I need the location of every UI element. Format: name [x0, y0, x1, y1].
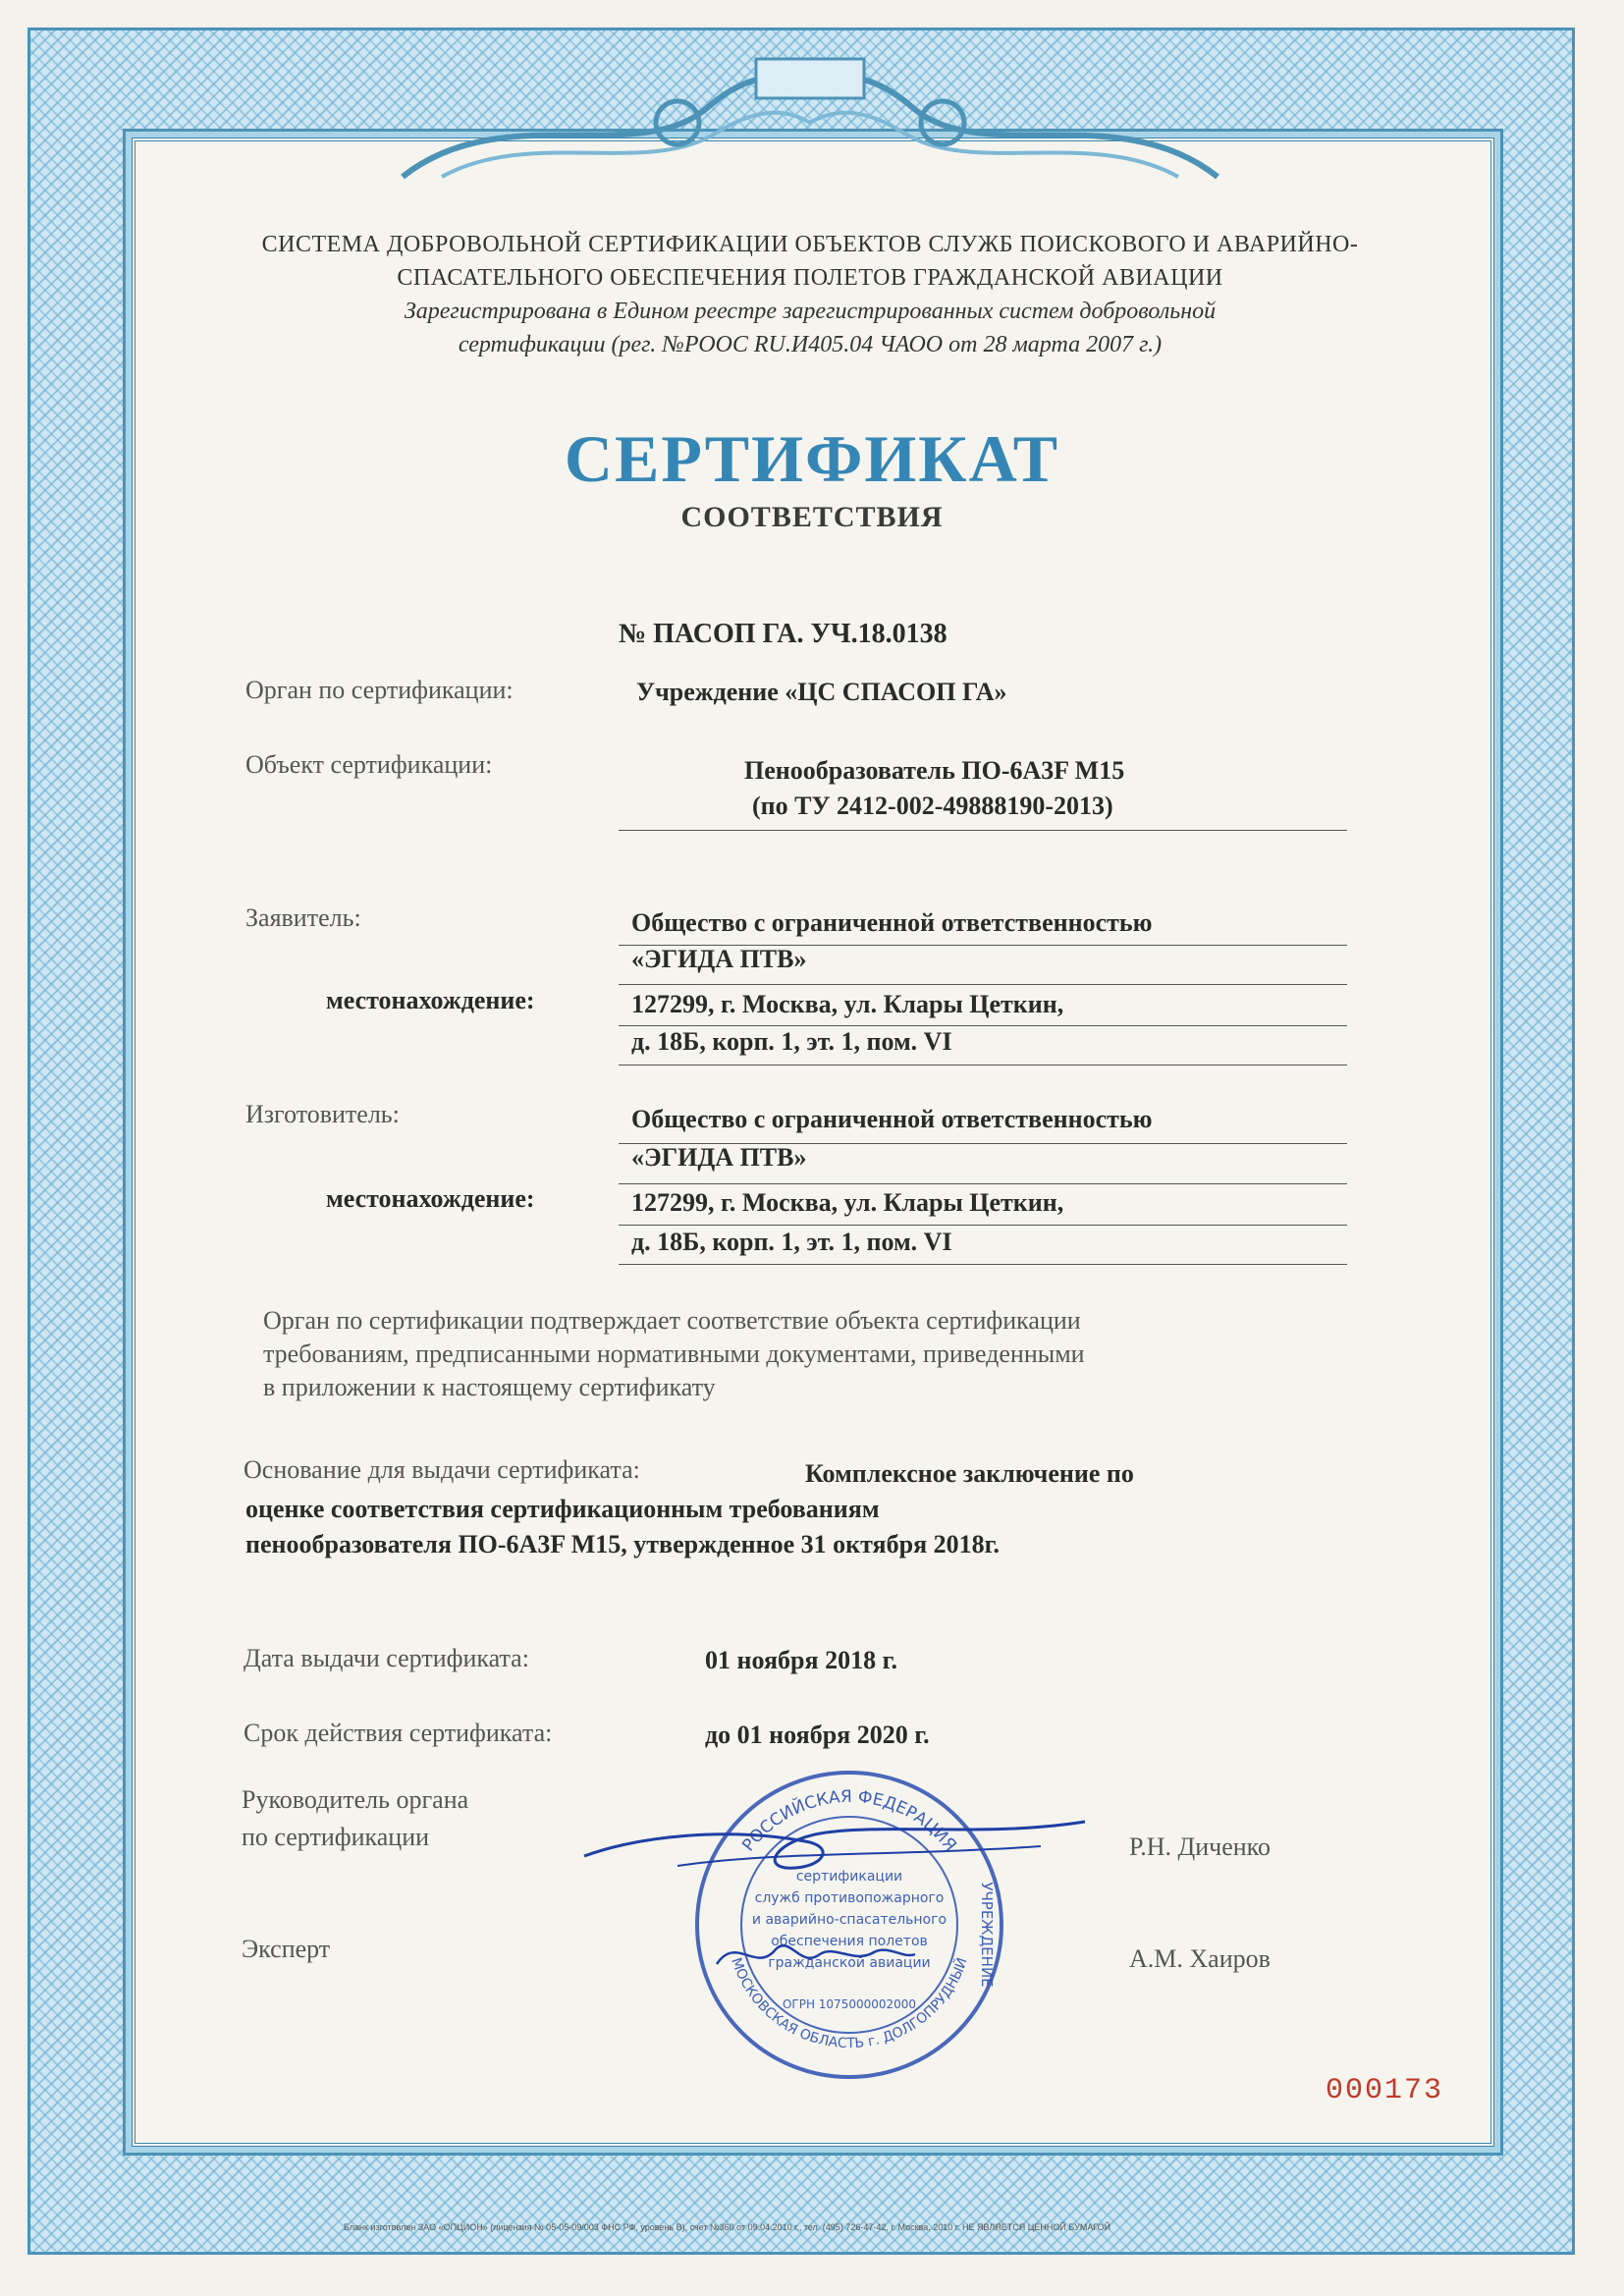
- system-header: [196, 228, 1424, 361]
- header-line-1: СИСТЕМА ДОБРОВОЛЬНОЙ СЕРТИФИКАЦИИ ОБЪЕКТОВ СЛУЖБ ПОИСКОВОГО И АВАРИЙНО-: [261, 232, 1359, 257]
- manufacturer-label: Изготовитель:: [245, 1100, 400, 1128]
- top-ornament: [383, 39, 1237, 187]
- cert-body-value: Учреждение «ЦС СПАСОП ГА»: [636, 678, 1007, 706]
- applicant-name-1: Общество с ограниченной ответственностью: [631, 908, 1153, 937]
- stamp-ring-right: УЧРЕЖДЕНИЕ: [978, 1882, 996, 1988]
- manufacturer-address-2: д. 18Б, корп. 1, эт. 1, пом. VI: [631, 1228, 952, 1256]
- cert-body-label: Орган по сертификации:: [245, 676, 514, 704]
- applicant-name-2: «ЭГИДА ПТВ»: [631, 945, 807, 973]
- header-line-3: Зарегистрирована в Едином реестре зарегистрированных систем добровольной: [404, 299, 1217, 324]
- expert-signature: [707, 1925, 923, 1984]
- confirmation-text: [263, 1304, 1085, 1404]
- confirmation-line-1: Орган по сертификации подтверждает соответствие объекта сертификации: [263, 1306, 1081, 1335]
- valid-until-label: Срок действия сертификата:: [244, 1719, 553, 1747]
- object-line-2: (по ТУ 2412-002-49888190-2013): [752, 792, 1113, 820]
- underline: [619, 1183, 1347, 1184]
- underline: [619, 984, 1347, 985]
- manufacturer-location-label: местонахождение:: [326, 1184, 535, 1213]
- object-label: Объект сертификации:: [245, 750, 493, 779]
- underline: [619, 1025, 1347, 1026]
- stamp-ogrn: ОГРН 1075000002000: [782, 1997, 917, 2011]
- form-footer: Бланк изготовлен ЗАО «ОПЦИОН» (лицензия № 05-05-09/003 ФНС РФ, уровень В), счет №360 от 09.04.2010 г., тел. (495) 726-47-42, г. Москва, 2010 г. НЕ ЯВЛЯЕТСЯ ЦЕННОЙ БУМАГОЙ: [344, 2222, 1111, 2232]
- underline: [619, 1225, 1347, 1226]
- issue-date-value: 01 ноября 2018 г.: [705, 1646, 897, 1674]
- basis-text-3: пенообразователя ПО-6А3F М15, утвержденное 31 октября 2018г.: [245, 1530, 1001, 1558]
- basis-label: Основание для выдачи сертификата:: [244, 1455, 640, 1484]
- expert-name: А.М. Хаиров: [1129, 1944, 1271, 1973]
- basis-text-1: Комплексное заключение по: [805, 1459, 1134, 1488]
- applicant-address-1: 127299, г. Москва, ул. Клары Цеткин,: [631, 990, 1064, 1018]
- valid-until-value: до 01 ноября 2020 г.: [705, 1721, 930, 1749]
- manufacturer-name-2: «ЭГИДА ПТВ»: [631, 1143, 807, 1172]
- serial-number: 000173: [1326, 2074, 1444, 2107]
- stamp-line-3: и аварийно-спасательного: [751, 1912, 947, 1928]
- head-label-2: по сертификации: [242, 1823, 430, 1851]
- expert-label: Эксперт: [242, 1935, 331, 1963]
- certificate-title: СЕРТИФИКАТ: [564, 421, 1060, 496]
- manufacturer-name-1: Общество с ограниченной ответственностью: [631, 1105, 1153, 1133]
- applicant-location-label: местонахождение:: [326, 986, 535, 1014]
- certificate-number: № ПАСОП ГА. УЧ.18.0138: [619, 619, 947, 649]
- underline: [619, 830, 1347, 831]
- stamp-ring-top-path: РОССИЙСКАЯ ФЕДЕРАЦИЯ: [738, 1786, 960, 1856]
- stamp-line-2: служб противопожарного: [754, 1890, 945, 1906]
- basis-text-2: оценке соответствия сертификационным требованиям: [245, 1495, 880, 1523]
- confirmation-line-3: в приложении к настоящему сертификату: [263, 1373, 716, 1401]
- stamp-line-1: сертификации: [795, 1869, 903, 1885]
- confirmation-line-2: требованиям, предписанными нормативными документами, приведенными: [263, 1339, 1085, 1368]
- stamp-line-5: гражданской авиации: [768, 1955, 931, 1971]
- underline: [619, 1065, 1347, 1066]
- head-name: Р.Н. Диченко: [1129, 1832, 1271, 1861]
- issue-date-label: Дата выдачи сертификата:: [244, 1644, 529, 1672]
- header-line-4: сертификации (рег. №РООС RU.И405.04 ЧАОО от 28 марта 2007 г.): [458, 332, 1163, 357]
- manufacturer-address-1: 127299, г. Москва, ул. Клары Цеткин,: [631, 1188, 1064, 1217]
- head-signature: [579, 1797, 1090, 1915]
- underline: [619, 1264, 1347, 1265]
- head-label-1: Руководитель органа: [242, 1785, 469, 1814]
- applicant-label: Заявитель:: [245, 903, 361, 932]
- applicant-address-2: д. 18Б, корп. 1, эт. 1, пом. VI: [631, 1027, 952, 1056]
- header-line-2: СПАСАТЕЛЬНОГО ОБЕСПЕЧЕНИЯ ПОЛЕТОВ ГРАЖДАНСКОЙ АВИАЦИИ: [397, 265, 1223, 291]
- stamp-ring-bottom-path: МОСКОВСКАЯ ОБЛАСТЬ г. ДОЛГОПРУДНЫЙ: [728, 1955, 971, 2052]
- object-line-1: Пенообразователь ПО-6А3F М15: [744, 756, 1125, 785]
- certificate-subtitle: СООТВЕТСТВИЯ: [680, 501, 944, 533]
- stamp-line-4: обеспечения полетов: [771, 1934, 928, 1949]
